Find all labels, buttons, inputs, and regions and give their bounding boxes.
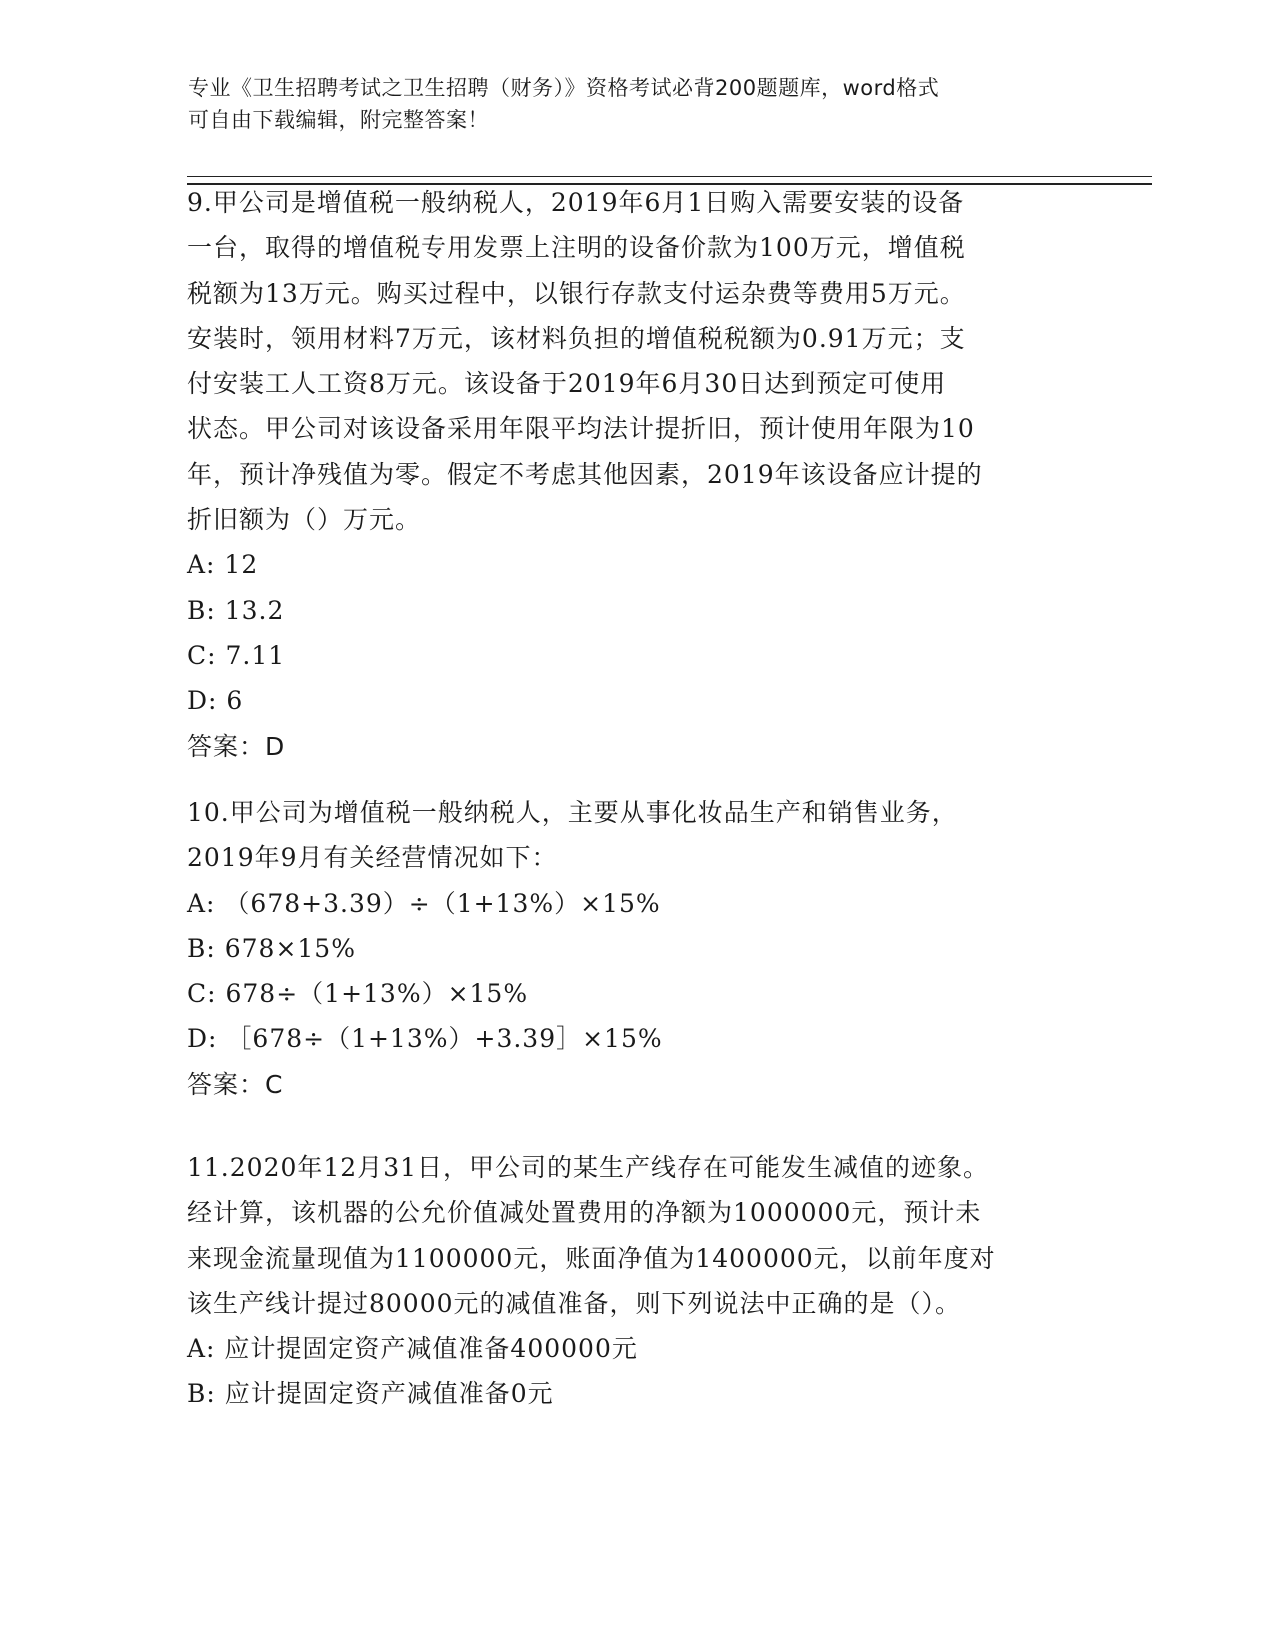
page-header <box>188 72 1068 136</box>
option-a: A: 应计提固定资产减值准备400000元 <box>187 1334 638 1364</box>
stem-line: 税额为13万元。购买过程中，以银行存款支付运杂费等费用5万元。 <box>187 278 966 308</box>
question-10 <box>187 790 1087 1107</box>
stem-line: 状态。甲公司对该设备采用年限平均法计提折旧，预计使用年限为10 <box>187 414 975 444</box>
option-c: C: 678÷（1+13%）×15% <box>187 979 529 1009</box>
answer-text: 答案：C <box>187 1069 284 1099</box>
option-b: B: 应计提固定资产减值准备0元 <box>187 1379 554 1409</box>
stem-line: 年，预计净残值为零。假定不考虑其他因素，2019年该设备应计提的 <box>187 459 983 489</box>
option-d: D: ［678÷（1+13%）+3.39］×15% <box>187 1024 663 1054</box>
option-list <box>187 542 1087 723</box>
option-list <box>187 1326 1087 1417</box>
answer-text: 答案：D <box>187 731 286 761</box>
stem-line: 10.甲公司为增值税一般纳税人，主要从事化妆品生产和销售业务， <box>187 798 958 827</box>
option-d: D: 6 <box>187 686 244 716</box>
stem-line: 该生产线计提过80000元的减值准备，则下列说法中正确的是（）。 <box>187 1288 962 1318</box>
question-11 <box>187 1145 1087 1417</box>
stem-line: 2019年9月有关经营情况如下： <box>187 843 558 873</box>
header-line-2: 可自由下载编辑，附完整答案！ <box>188 108 489 132</box>
stem-line: 付安装工人工资8万元。该设备于2019年6月30日达到预定可使用 <box>187 369 947 399</box>
option-list <box>187 881 1087 1062</box>
stem-line: 折旧额为（）万元。 <box>187 505 422 535</box>
question-stem <box>187 180 1087 542</box>
option-a: A: （678+3.39）÷（1+13%）×15% <box>187 888 661 918</box>
option-b: B: 13.2 <box>187 595 285 625</box>
question-stem <box>187 790 1087 881</box>
stem-line: 一台，取得的增值税专用发票上注明的设备价款为100万元，增值税 <box>187 233 966 263</box>
header-line-1: 专业《卫生招聘考试之卫生招聘（财务）》资格考试必背200题题库，word格式 <box>188 76 940 100</box>
question-stem <box>187 1145 1087 1326</box>
stem-line: 11.2020年12月31日，甲公司的某生产线存在可能发生减值的迹象。 <box>187 1153 990 1182</box>
stem-line: 经计算，该机器的公允价值减处置费用的净额为1000000元，预计未 <box>187 1198 982 1228</box>
option-a: A: 12 <box>187 550 259 580</box>
stem-line: 9.甲公司是增值税一般纳税人，2019年6月1日购入需要安装的设备 <box>187 188 965 217</box>
option-b: B: 678×15% <box>187 933 356 963</box>
question-9 <box>187 180 1087 769</box>
stem-line: 安装时，领用材料7万元，该材料负担的增值税税额为0.91万元；支 <box>187 323 966 353</box>
option-c: C: 7.11 <box>187 640 286 670</box>
stem-line: 来现金流量现值为1100000元，账面净值为1400000元，以前年度对 <box>187 1243 996 1273</box>
